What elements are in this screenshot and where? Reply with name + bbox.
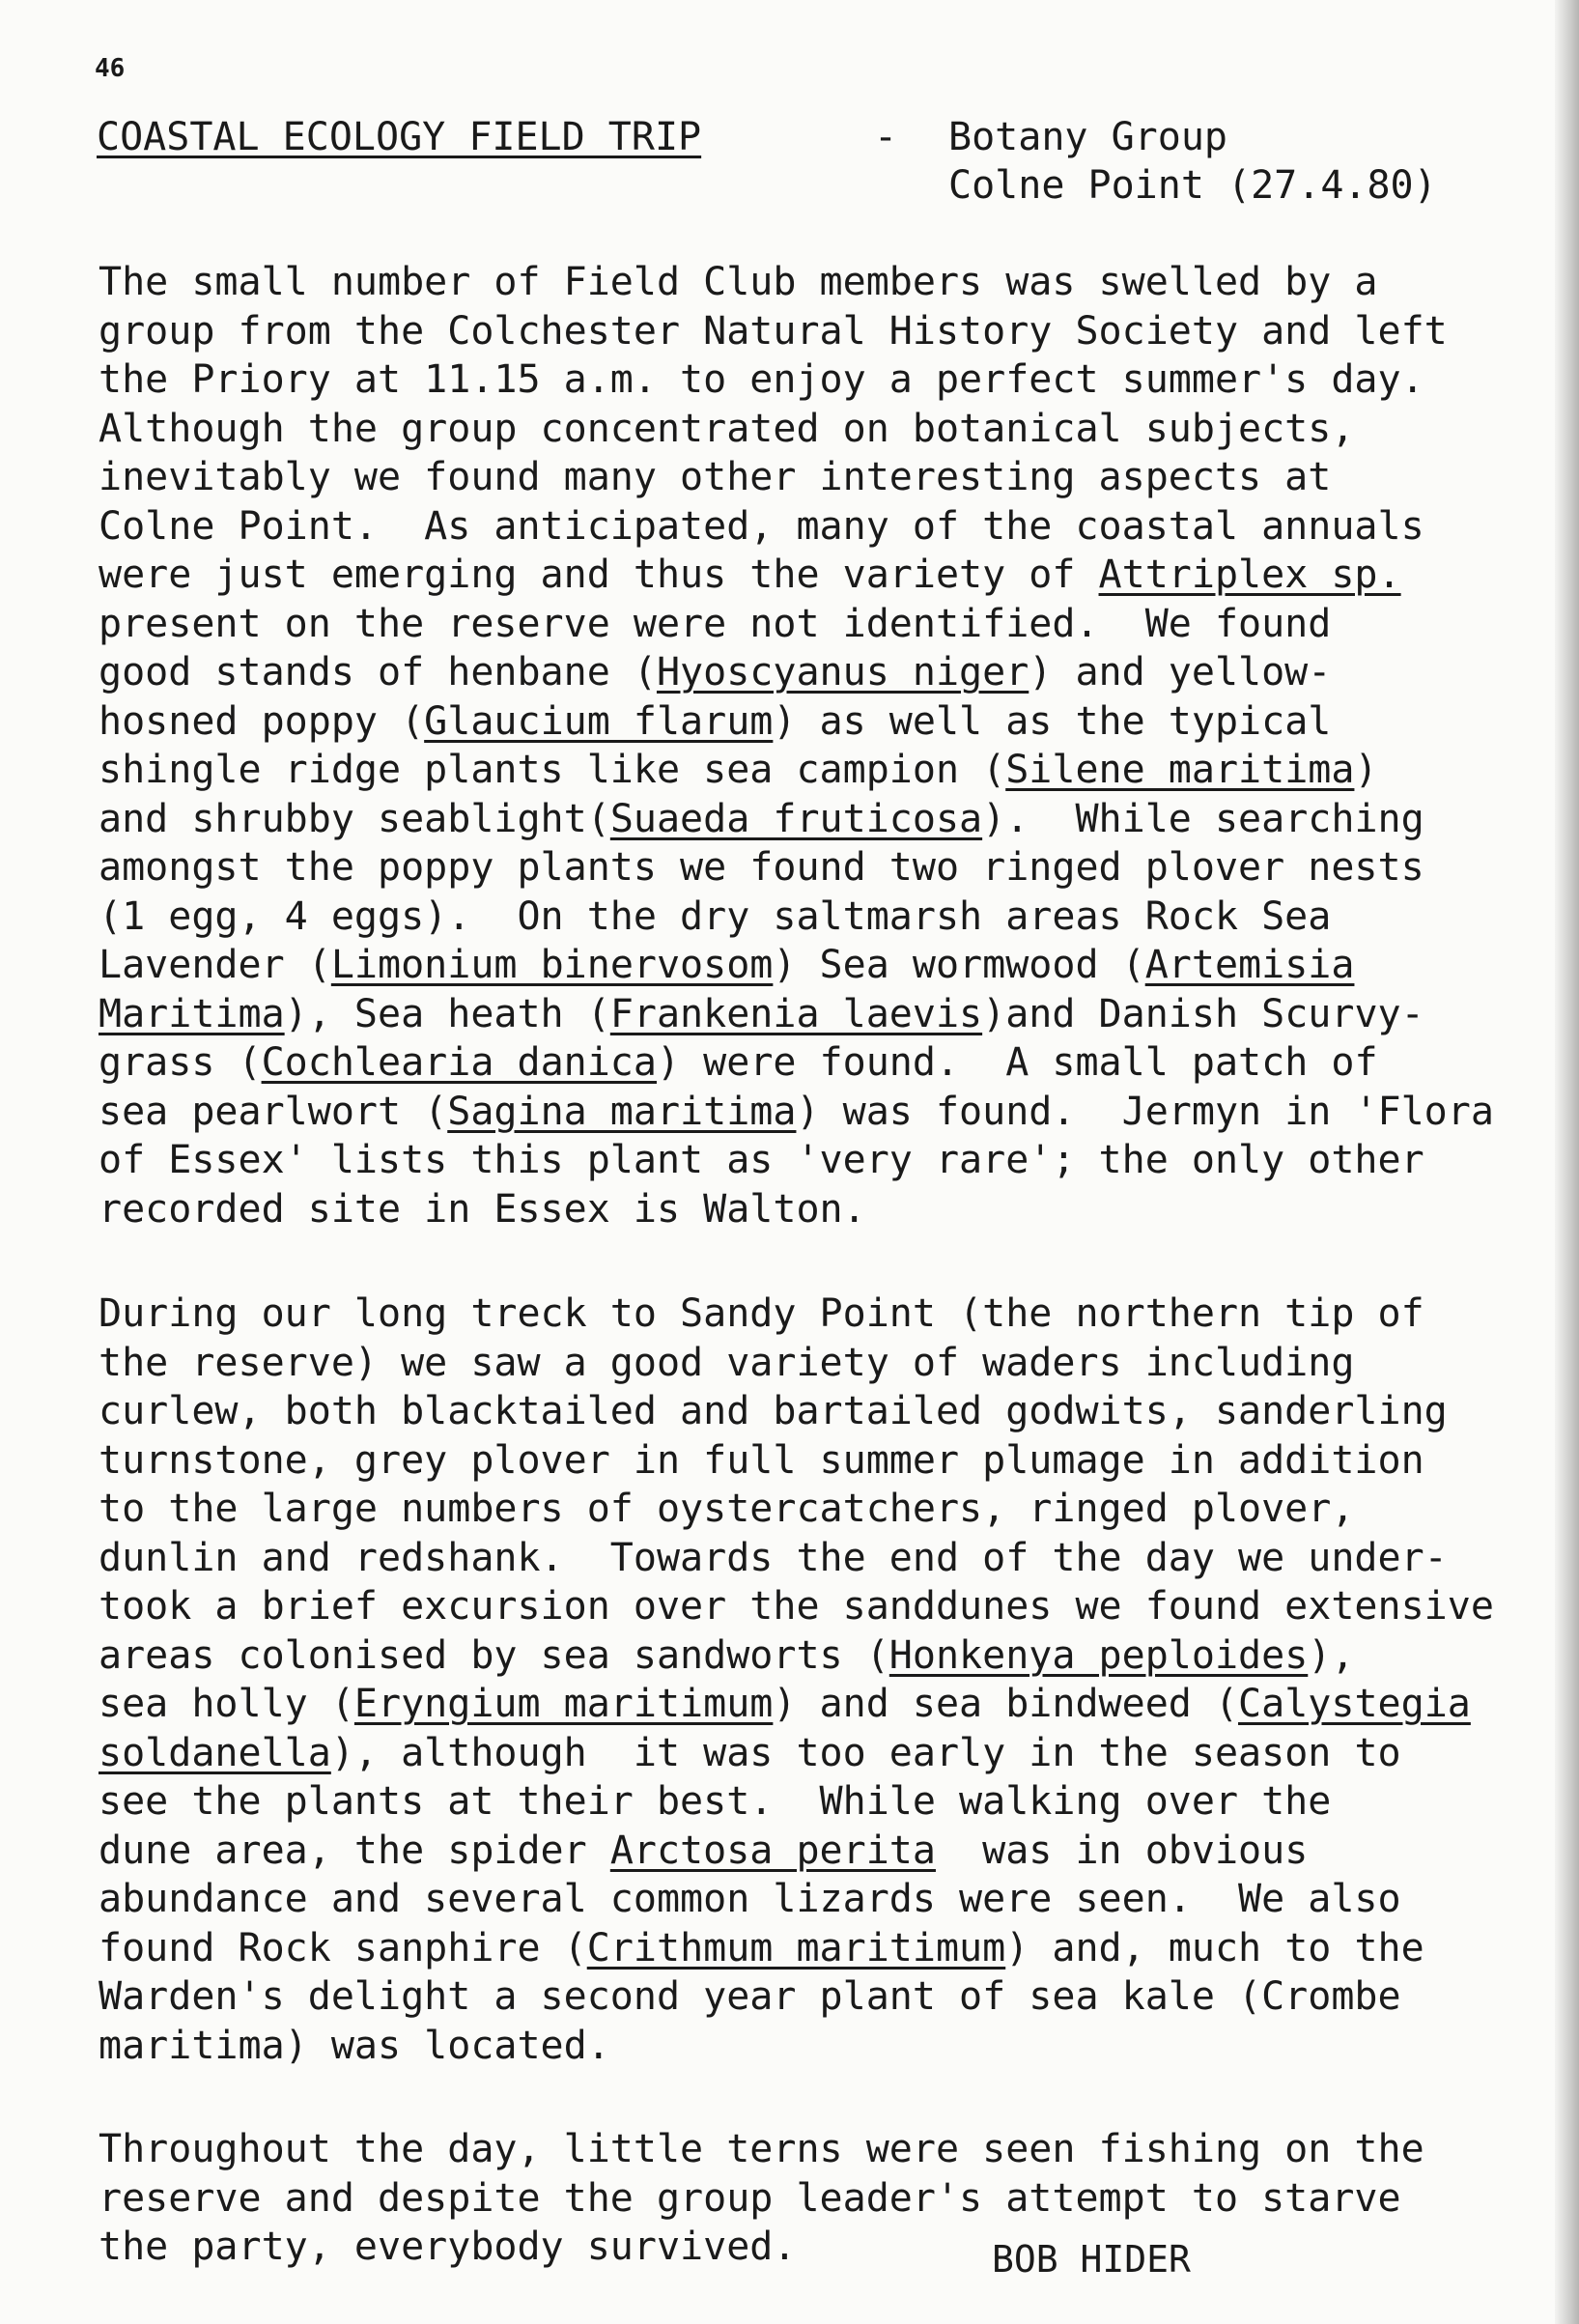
text-line: dune area, the spider Arctosa perita was in obvious: [99, 1828, 1309, 1873]
text-line: shingle ridge plants like sea campion (Silene maritima): [99, 748, 1378, 792]
text-line: good stands of henbane (Hyoscyanus niger) and yellow-: [99, 650, 1332, 694]
text-line: found Rock sanphire (Crithmum maritimum) and, much to the: [99, 1925, 1424, 1970]
text-line: grass (Cochlearia danica) were found. A small patch of: [99, 1040, 1378, 1085]
paragraph-3: [99, 2125, 1547, 2272]
text-line: soldanella), although it was too early in the season to: [99, 1730, 1401, 1775]
text-line: dunlin and redshank. Towards the end of the day we under-: [99, 1535, 1448, 1580]
text-line: amongst the poppy plants we found two ringed plover nests: [99, 845, 1424, 890]
page-number: 46: [95, 54, 126, 83]
text-line: inevitably we found many other interesting aspects at: [99, 455, 1332, 499]
species-name: Silene maritima: [1005, 748, 1355, 792]
text-line: (1 egg, 4 eggs). On the dry saltmarsh areas Rock Sea: [99, 893, 1332, 939]
species-name: Glaucium flarum: [424, 698, 774, 744]
species-name: Limonium binervosom: [330, 943, 774, 987]
text-line: took a brief excursion over the sanddunes we found extensive: [99, 1584, 1494, 1629]
text-line: present on the reserve were not identified. We found: [99, 601, 1332, 646]
location-date: Colne Point (27.4.80): [948, 163, 1437, 208]
species-name: Eryngium maritimum: [353, 1682, 774, 1726]
text-line: Warden's delight a second year plant of sea kale (Crombe: [99, 1974, 1401, 2019]
species-name: soldanella: [99, 1730, 331, 1775]
species-name: Calystegia: [1238, 1682, 1471, 1726]
paragraph-2: [99, 1290, 1547, 2070]
species-name: Hyoscyanus niger: [656, 650, 1029, 694]
text-line: areas colonised by sea sandworts (Honkenya peploides),: [99, 1632, 1355, 1678]
species-name: Honkenya peploides: [888, 1632, 1309, 1678]
species-name: Frankenia laevis: [609, 991, 983, 1036]
text-line: Colne Point. As anticipated, many of the coastal annuals: [99, 503, 1424, 549]
text-line: and shrubby seablight(Suaeda fruticosa). While searching: [99, 796, 1424, 841]
species-name: Attriplex sp.: [1098, 553, 1401, 597]
species-name: Maritima: [99, 991, 285, 1036]
group-name: Botany Group: [948, 115, 1227, 159]
species-name: Arctosa perita: [609, 1828, 936, 1873]
species-name: Artemisia: [1144, 943, 1355, 987]
paragraph-1: [99, 258, 1547, 1233]
text-line: Throughout the day, little terns were seen fishing on the: [99, 2127, 1424, 2171]
text-line: see the plants at their best. While walking over the: [99, 1779, 1332, 1824]
text-line: sea pearlwort (Sagina maritima) was found. Jermyn in 'Flora: [99, 1089, 1494, 1134]
text-line: curlew, both blacktailed and bartailed godwits, sanderling: [99, 1389, 1448, 1433]
text-line: Lavender (Limonium binervosom) Sea wormwood (Artemisia: [99, 943, 1355, 987]
text-line: hosned poppy (Glaucium flarum) as well as the typical: [99, 698, 1332, 744]
text-line: group from the Colchester Natural History Society and left: [99, 308, 1448, 354]
text-line: The small number of Field Club members was swelled by a: [99, 260, 1378, 304]
text-line: During our long treck to Sandy Point (the northern tip of: [99, 1291, 1424, 1336]
text-line: maritima) was located.: [99, 2023, 610, 2068]
text-line: reserve and despite the group leader's attempt to starve: [99, 2175, 1401, 2221]
text-line: sea holly (Eryngium maritimum) and sea bindweed (Calystegia: [99, 1682, 1471, 1726]
text-line: abundance and several common lizards were seen. We also: [99, 1877, 1401, 1921]
report-title: COASTAL ECOLOGY FIELD TRIP: [97, 115, 702, 159]
author-signature: BOB HIDER: [992, 2238, 1191, 2281]
page-edge-shadow: [1555, 0, 1579, 2324]
text-line: were just emerging and thus the variety of Attriplex sp.: [99, 553, 1401, 597]
species-name: Suaeda fruticosa: [609, 796, 983, 841]
text-line: Maritima), Sea heath (Frankenia laevis)and Danish Scurvy-: [99, 991, 1424, 1036]
species-name: Sagina maritima: [447, 1089, 797, 1134]
text-line: turnstone, grey plover in full summer plumage in addition: [99, 1437, 1424, 1483]
text-line: to the large numbers of oystercatchers, ringed plover,: [99, 1487, 1355, 1531]
text-line: the reserve) we saw a good variety of waders including: [99, 1340, 1355, 1385]
title-separator: -: [874, 115, 898, 159]
text-line: Although the group concentrated on botanical subjects,: [99, 406, 1355, 451]
text-line: the party, everybody survived.: [99, 2225, 797, 2269]
species-name: Crithmum maritimum: [586, 1925, 1006, 1970]
species-name: Cochlearia danica: [261, 1040, 657, 1085]
text-line: the Priory at 11.15 a.m. to enjoy a perfect summer's day.: [99, 357, 1424, 402]
text-line: recorded site in Essex is Walton.: [99, 1186, 866, 1232]
text-line: of Essex' lists this plant as 'very rare'; the only other: [99, 1138, 1424, 1182]
